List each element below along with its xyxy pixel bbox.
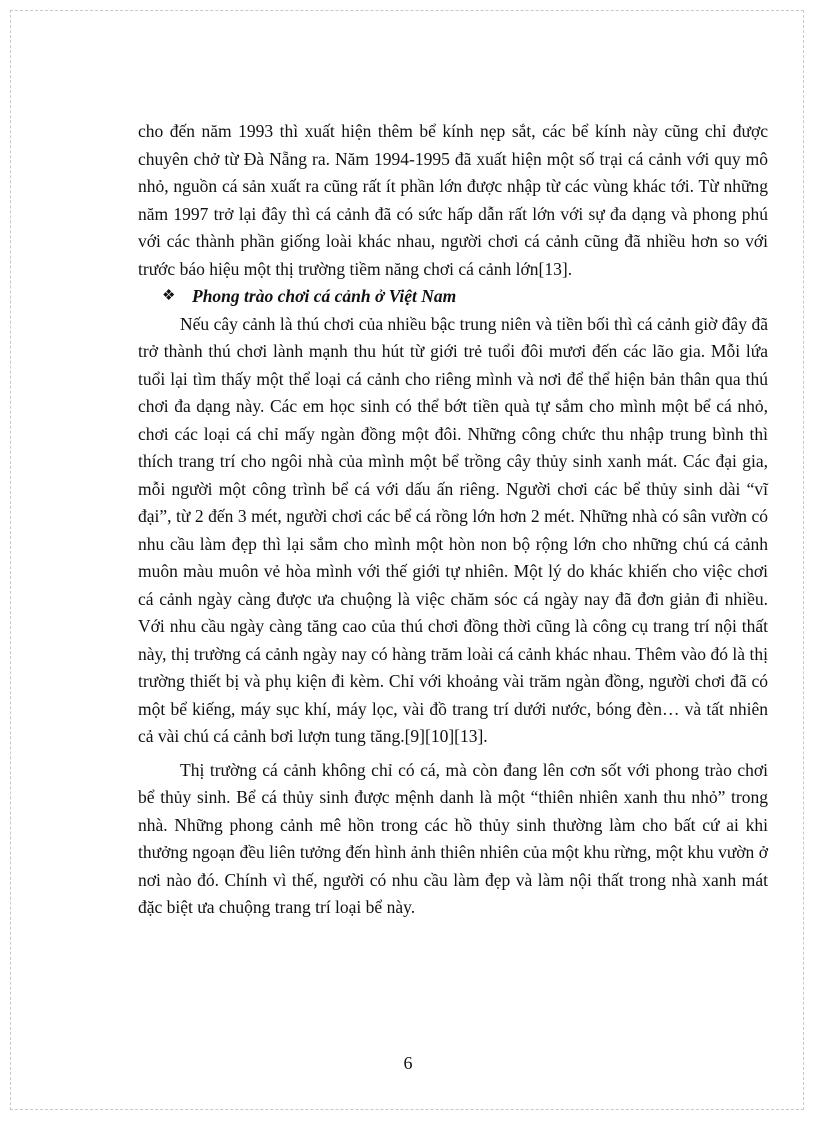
paragraph-aquascape: Thị trường cá cảnh không chỉ có cá, mà còn đang lên cơn sốt với phong trào chơi bể thủy sinh. Bể cá thủy sinh được mệnh danh là một “thiên nhiên xanh thu nhỏ” trong nhà. Những phong cảnh mê hồn trong các hồ thủy sinh thường làm cho bất cứ ai khi thưởng ngoạn đều liên tưởng đến hình ảnh thiên nhiên của một khu rừng, một khu vườn ở nơi nào đó. Chính vì thế, người có nhu cầu làm đẹp và làm nội thất trong nhà xanh mát đặc biệt ưa chuộng trang trí loại bể này. — [138, 759, 768, 917]
section-heading — [138, 283, 768, 311]
document-body — [138, 118, 768, 922]
diamond-bullet-icon: ❖ — [162, 288, 176, 304]
paragraph-movement: Nếu cây cảnh là thú chơi của nhiều bậc trung niên và tiền bối thì cá cảnh giờ đây đã trở thành thú chơi lành mạnh thu hút từ giới trẻ tuổi đôi mươi đến các lão gia. Mỗi lứa tuổi lại tìm thấy một thể loại cá cảnh cho riêng mình và nơi để thể hiện bản thân qua thú chơi đa dạng này. Các em học sinh có thể bớt tiền quà tự sắm cho mình một bể cá nhỏ, chơi các loại cá chỉ mấy ngàn đồng một đôi. Những công chức thu nhập trung bình thì thích trang trí cho ngôi nhà của mình một bể trồng cây thủy sinh xanh mát. Các đại gia, mỗi người một công trình bể cá với dấu ấn riêng. Người chơi các bể thủy sinh dài “vĩ đại”, từ 2 đến 3 mét, người chơi các bể cá rồng lớn hơn 2 mét. Những nhà có sân vườn có nhu cầu làm đẹp thì lại sắm cho mình một hòn non bộ rộng lớn cho những chú cá cảnh muôn màu muôn vẻ hòa mình với thế giới tự nhiên. Một lý do khác khiến cho việc chơi cá cảnh ngày càng được ưa chuộng là việc chăm sóc cá ngày nay đã đơn giản đi nhiều. Với nhu cầu ngày càng tăng cao của thú chơi đồng thời cũng là công cụ trang trí nội thất này, thị trường cá cảnh ngày nay có hàng trăm loài cá cảnh khác nhau. Thêm vào đó là thị trường thiết bị và phụ kiện đi kèm. Chỉ với khoảng vài trăm ngàn đồng, người chơi đã có một bể kiếng, máy sục khí, máy lọc, vài đồ trang trí dưới nước, bóng đèn… và tất nhiên cả vài chú cá cảnh bơi lượn tung tăng.[9][10][13]. — [138, 313, 768, 746]
page-number: 6 — [403, 1053, 413, 1073]
section-heading-text: Phong trào chơi cá cảnh ở Việt Nam — [192, 286, 457, 306]
paragraph-continuation: cho đến năm 1993 thì xuất hiện thêm bể kính nẹp sắt, các bể kính này cũng chỉ được chuyên chở từ Đà Nẵng ra. Năm 1994-1995 đã xuất hiện một số trại cá cảnh với quy mô nhỏ, nguồn cá sản xuất ra cũng rất ít phần lớn được nhập từ các vùng khác tới. Từ những năm 1997 trở lại đây thì cá cảnh đã có sức hấp dẫn rất lớn với sự đa dạng và phong phú với các thành phần giống loài khác nhau, người chơi cá cảnh cũng đã nhiều hơn so với trước báo hiệu một thị trường tiềm năng chơi cá cảnh lớn[13]. — [138, 121, 768, 279]
